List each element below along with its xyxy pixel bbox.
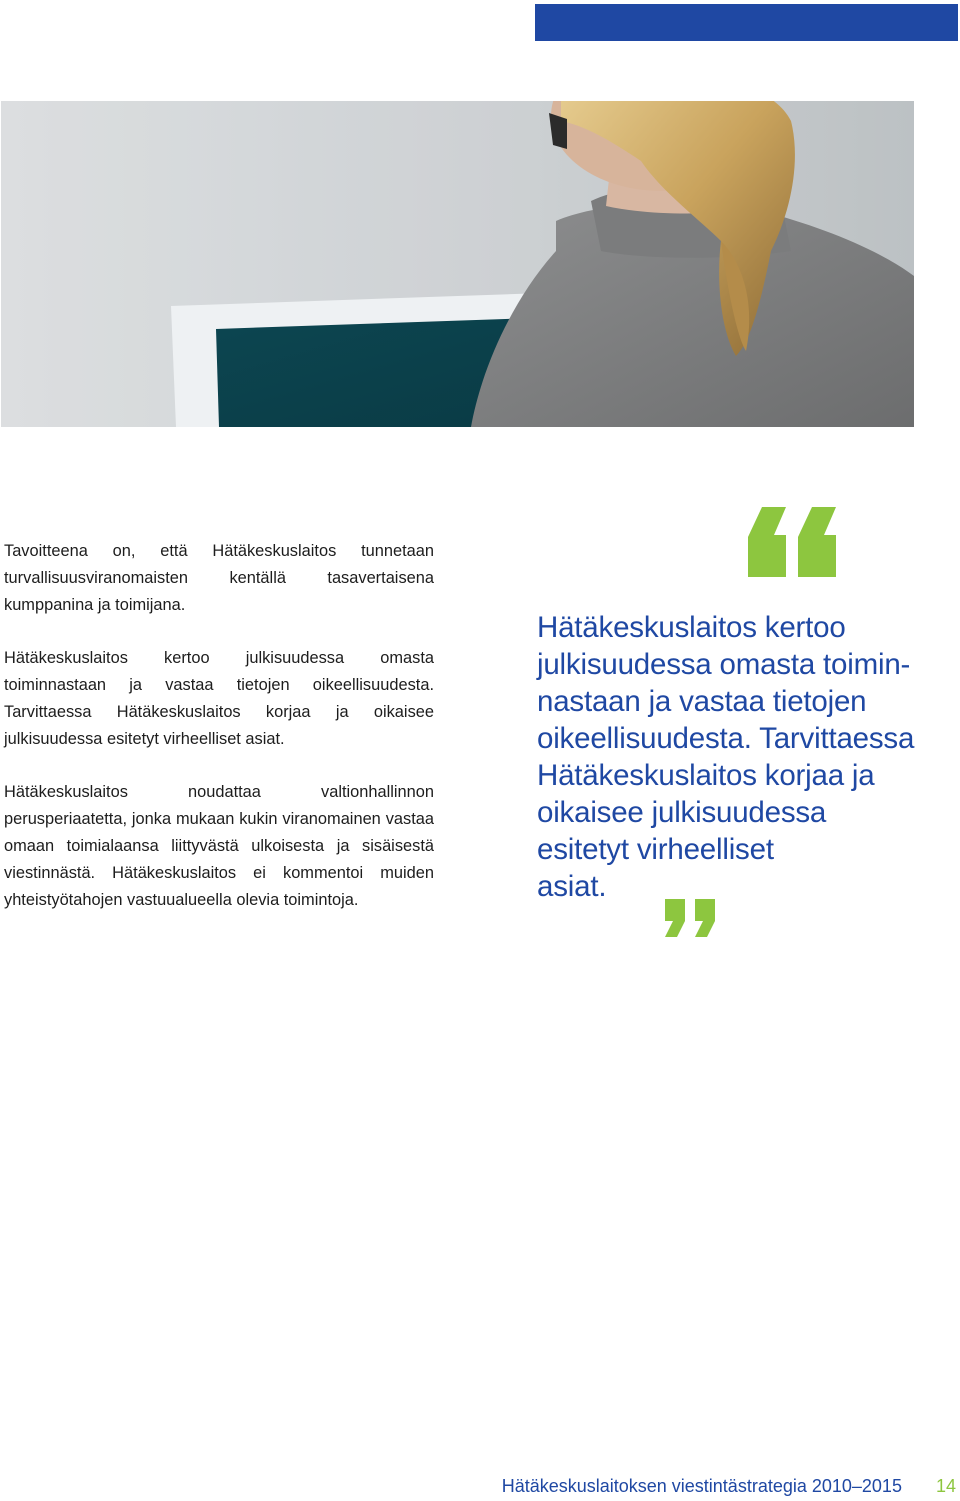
body-paragraph: Tavoitteena on, että Hätäkeskuslaitos tunnetaan turvallisuusviranomaisten kentällä tasavertaisena kumppanina ja toimijana.: [4, 542, 434, 614]
header-color-bar: [535, 4, 958, 41]
header-photo: [1, 101, 914, 427]
pull-quote: [537, 609, 937, 905]
pull-quote-line: oikeellisuudesta. Tarvittaessa: [537, 722, 915, 755]
pull-quote-line: Hätäkeskuslaitos kertoo: [537, 611, 846, 644]
pull-quote-line: Hätäkeskuslaitos korjaa ja: [537, 759, 875, 792]
body-paragraph: Hätäkeskuslaitos noudattaa valtionhallinnon perusperiaatetta, jonka mukaan kukin viranomainen vastaa omaan toimialaansa liittyvästä ulkoisesta ja sisäisestä viestinnästä. Hätäkeskuslaitos ei kommentoi muiden yhteistyötahojen vastuualueella olevia toimintoja.: [4, 783, 434, 909]
open-quote-icon: [742, 505, 842, 580]
pull-quote-line: nastaan ja vastaa tietojen: [537, 685, 867, 718]
body-paragraph: Hätäkeskuslaitos kertoo julkisuudessa omasta toiminnastaan ja vastaa tietojen oikeellisuudesta. Tarvittaessa Hätäkeskuslaitos korjaa ja oikaisee julkisuudessa esitetyt virheelliset asiat.: [4, 649, 434, 748]
page-footer: [502, 1475, 956, 1497]
pull-quote-line: asiat.: [537, 870, 607, 903]
page-number: 14: [935, 1476, 956, 1496]
pull-quote-line: esitetyt virheelliset: [537, 833, 774, 866]
pull-quote-line: oikaisee julkisuudessa: [537, 796, 827, 829]
footer-title: Hätäkeskuslaitoksen viestintästrategia 2010–2015: [501, 1476, 902, 1496]
body-text-column: [4, 538, 434, 940]
pull-quote-line: julkisuudessa omasta toimin-: [537, 648, 911, 681]
close-quote-icon: [663, 897, 719, 939]
